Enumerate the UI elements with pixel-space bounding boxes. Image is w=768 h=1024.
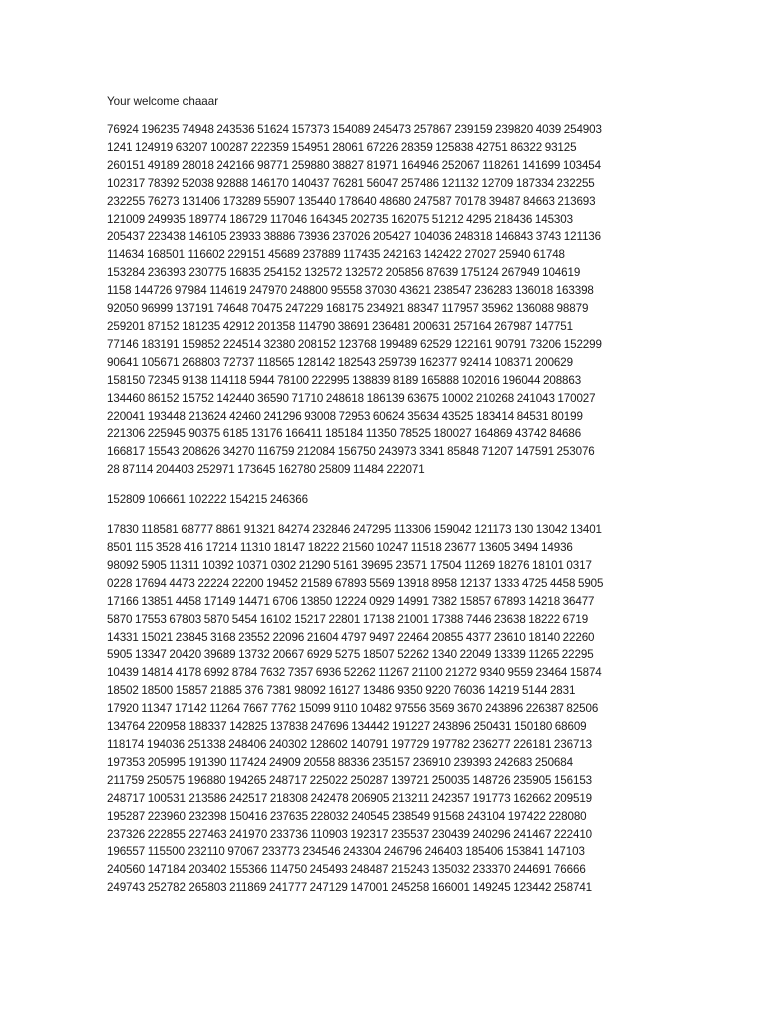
number-line: 28 87114 204403 252971 173645 162780 25809 11484 222071: [107, 463, 425, 477]
number-line: 152809 106661 102222 154215 246366: [107, 493, 308, 507]
number-line: 102317 78392 52038 92888 146170 140437 76281 56047 257486 121132 12709 187334 232255: [107, 176, 595, 190]
number-line: 17920 11347 17142 11264 7667 7762 15099 9110 10482 97556 3569 3670 243896 226387 82506: [107, 702, 599, 716]
number-line: 92050 96999 137191 74648 70475 247229 168175 234921 88347 117957 35962 136088 98879: [107, 302, 589, 316]
number-line: 240560 147184 203402 155366 114750 245493 248487 215243 135032 233370 244691 76666: [107, 863, 586, 877]
number-line: 5905 13347 20420 39689 13732 20667 6929 5275 18507 52262 1340 22049 13339 11265 22295: [107, 648, 594, 662]
number-line: 196557 115500 232110 97067 233773 234546 243304 246796 246403 185406 153841 147103: [107, 845, 585, 859]
number-line: 259201 87152 181235 42912 201358 114790 38691 236481 200631 257164 267987 147751: [107, 319, 573, 333]
number-line: 195287 223960 232398 150416 237635 228032 240545 238549 91568 243104 197422 228080: [107, 809, 587, 823]
number-line: 1158 144726 97984 114619 247970 248800 95558 37030 43621 238547 236283 136018 163398: [107, 284, 594, 298]
document-page: [107, 93, 667, 909]
document-heading: Your welcome chaaar: [107, 95, 219, 108]
number-block-3: [107, 521, 667, 897]
number-line: 121009 249935 189774 186729 117046 164345 202735 162075 51212 4295 218436 145303: [107, 212, 573, 226]
number-line: 158150 72345 9138 114118 5944 78100 222995 138839 8189 165888 102016 196044 208863: [107, 373, 582, 387]
number-line: 221306 225945 90375 6185 13176 166411 185184 11350 78525 180027 164869 43742 84686: [107, 427, 582, 441]
number-line: 17830 118581 68777 8861 91321 84274 232846 247295 113306 159042 121173 130 13042 13401: [107, 523, 602, 537]
number-line: 197353 205995 191390 117424 24909 20558 88336 235157 236910 239393 242683 250684: [107, 755, 573, 769]
number-line: 153284 236393 230775 16835 254152 132572 132572 205856 87639 175124 267949 104619: [107, 266, 581, 280]
number-line: 1241 124919 63207 100287 222359 154951 28061 67226 28359 125838 42751 86322 93125: [107, 140, 577, 154]
number-line: 14331 15021 23845 3168 23552 22096 21604 4797 9497 22464 20855 4377 23610 18140 22260: [107, 630, 595, 644]
number-line: 134460 86152 15752 142440 36590 71710 248618 186139 63675 10002 210268 241043 170027: [107, 391, 596, 405]
number-block-1: [107, 121, 667, 479]
number-line: 77146 183191 159852 224514 32380 208152 123768 199489 62529 122161 90791 73206 152299: [107, 337, 602, 351]
number-line: 90641 105671 268803 72737 118565 128142 182543 259739 162377 92414 108371 200629: [107, 355, 573, 369]
number-line: 8501 115 3528 416 17214 11310 18147 18222 21560 10247 11518 23677 13605 3494 14936: [107, 541, 573, 555]
number-line: 260151 49189 28018 242166 98771 259880 38827 81971 164946 252067 118261 141699 103454: [107, 158, 601, 172]
number-line: 0228 17694 4473 22224 22200 19452 21589 67893 5569 13918 8958 12137 1333 4725 4458 5905: [107, 576, 604, 590]
number-line: 205437 223438 146105 23933 38886 73936 237026 205427 104036 248318 146843 3743 121136: [107, 230, 601, 244]
number-line: 232255 76273 131406 173289 55907 135440 178640 48680 247587 70178 39487 84663 213693: [107, 194, 596, 208]
number-line: 248717 100531 213586 242517 218308 242478 206905 213211 242357 191773 162662 209519: [107, 791, 593, 805]
number-line: 118174 194036 251338 248406 240302 128602 140791 197729 197782 236277 226181 236713: [107, 738, 593, 751]
number-block-2: [107, 491, 667, 508]
number-line: 134764 220958 188337 142825 137838 247696 134442 191227 243896 250431 150180 68609: [107, 720, 587, 734]
number-line: 220041 193448 213624 42460 241296 93008 72953 60624 35634 43525 183414 84531 80199: [107, 409, 583, 423]
number-line: 18502 18500 15857 21885 376 7381 98092 16127 13486 9350 9220 76036 14219 5144 2831: [107, 684, 576, 698]
number-line: 10439 14814 4178 6992 8784 7632 7357 6936 52262 11267 21100 21272 9340 9559 23464 15874: [107, 666, 602, 680]
number-line: 166817 15543 208626 34270 116759 212084 156750 243973 3341 85848 71207 147591 253076: [107, 445, 595, 459]
number-line: 5870 17553 67803 5870 5454 16102 15217 22801 17138 21001 17388 7446 23638 18222 6719: [107, 612, 589, 626]
number-line: 237326 222855 227463 241970 233736 110903 192317 235537 230439 240296 241467 222410: [107, 827, 593, 841]
number-line: 114634 168501 116602 229151 45689 237889 117435 242163 142422 27027 25940 61748: [107, 248, 565, 262]
number-line: 76924 196235 74948 243536 51624 157373 154089 245473 257867 239159 239820 4039 254903: [107, 123, 602, 136]
number-line: 211759 250575 196880 194265 248717 225022 250287 139721 250035 148726 235905 156153: [107, 773, 593, 787]
number-line: 17166 13851 4458 17149 14471 6706 13850 12224 0929 14991 7382 15857 67893 14218 36477: [107, 594, 595, 608]
number-line: 98092 5905 11311 10392 10371 0302 21290 5161 39695 23571 17504 11269 18276 18101 0317: [107, 558, 592, 572]
number-line: 249743 252782 265803 211869 241777 247129 147001 245258 166001 149245 123442 258741: [107, 881, 593, 895]
